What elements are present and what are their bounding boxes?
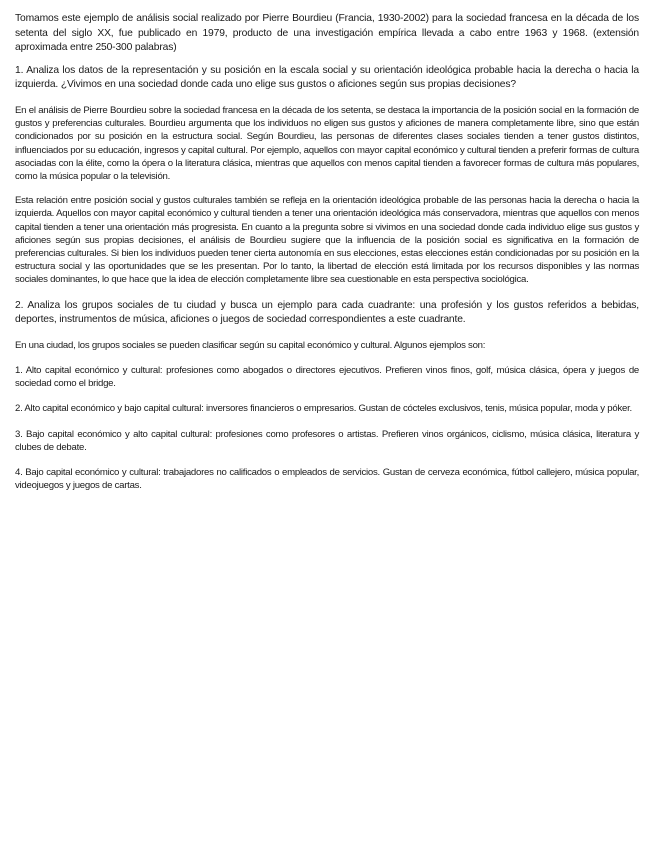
question-2: 2. Analiza los grupos sociales de tu ciudad y busca un ejemplo para cada cuadrante: una profesión y los gustos referidos a bebidas, deportes, instrumentos de música, aficiones o juegos de sociedad correspondientes a este cuadrante. <box>15 299 639 326</box>
intro-paragraph: Tomamos este ejemplo de análisis social realizado por Pierre Bourdieu (Francia, 1930-2002) para la sociedad francesa en la década de los setenta del siglo XX, fue publicado en 1979, producto de una investigación empírica llevada a cabo entre 1963 y 1968. (extensión aproximada entre 250-300 palabras) <box>15 13 639 54</box>
answer-2-intro: En una ciudad, los grupos sociales se pueden clasificar según su capital económico y cultural. Algunos ejemplos son: <box>15 339 486 351</box>
answer-1-paragraph-1: En el análisis de Pierre Bourdieu sobre la sociedad francesa en la década de los setenta, se destaca la importancia de la posición social en la formación de gustos y preferencias culturales. Bourdieu argumenta que los individuos no eligen sus gustos y aficiones de manera completamente libre, sino que están condicionados por su posición en la estructura social. Según Bourdieu, las personas de diferentes clases sociales tienden a tener gustos distintos, influenciados por su educación, ingresos y capital cultural. Por ejemplo, aquellos con mayor capital económico y cultural tienden a preferir formas de cultura asociadas con la élite, como la ópera o la literatura clásica, mientras que aquellos con menos capital tienden a favorecer formas de cultura más populares, como la música popular o la televisión. <box>15 104 639 182</box>
list-item: 2. Alto capital económico y bajo capital cultural: inversores financieros o empresarios. Gustan de cócteles exclusivos, tenis, música popular, moda y póker. <box>15 403 632 415</box>
list-item: 4. Bajo capital económico y cultural: trabajadores no calificados o empleados de servicios. Gustan de cerveza económica, fútbol callejero, música popular, videojuegos y juegos de cartas. <box>15 467 639 492</box>
document-page <box>15 12 639 492</box>
list-item: 1. Alto capital económico y cultural: profesiones como abogados o directores ejecutivos. Prefieren vinos finos, golf, música clásica, ópera y juegos de sociedad como el bridge. <box>15 365 639 390</box>
list-item: 3. Bajo capital económico y alto capital cultural: profesiones como profesores o artistas. Prefieren vinos orgánicos, ciclismo, música clásica, literatura y clubes de debate. <box>15 428 639 453</box>
answer-1-paragraph-2: Esta relación entre posición social y gustos culturales también se refleja en la orientación ideológica probable de las personas hacia la derecha o hacia la izquierda. Aquellos con mayor capital económico y cultural tienden a tener una orientación ideológica más conservadora, mientras que aquellos con menos capital tienden a tener una orientación más progresista. En cuanto a la pregunta sobre si vivimos en una sociedad donde cada individuo elige sus gustos y aficiones según sus propias decisiones, el análisis de Bourdieu sugiere que la influencia de la posición social es significativa en la formación de preferencias culturales. Si bien los individuos pueden tener cierta autonomía en sus elecciones, estas elecciones están condicionadas por su posición en la estructura social y las oportunidades que se les presentan. Por lo tanto, la libertad de elección está limitada por los recursos disponibles y las normas sociales dominantes, lo que hace que la idea de elección completamente libre sea cuestionable en esta perspectiva sociológica. <box>15 195 639 286</box>
question-1: 1. Analiza los datos de la representación y su posición en la escala social y su orientación ideológica probable hacia la derecha o hacia la izquierda. ¿Vivimos en una sociedad donde cada uno elige sus gustos o aficiones según sus propias decisiones? <box>15 64 639 91</box>
